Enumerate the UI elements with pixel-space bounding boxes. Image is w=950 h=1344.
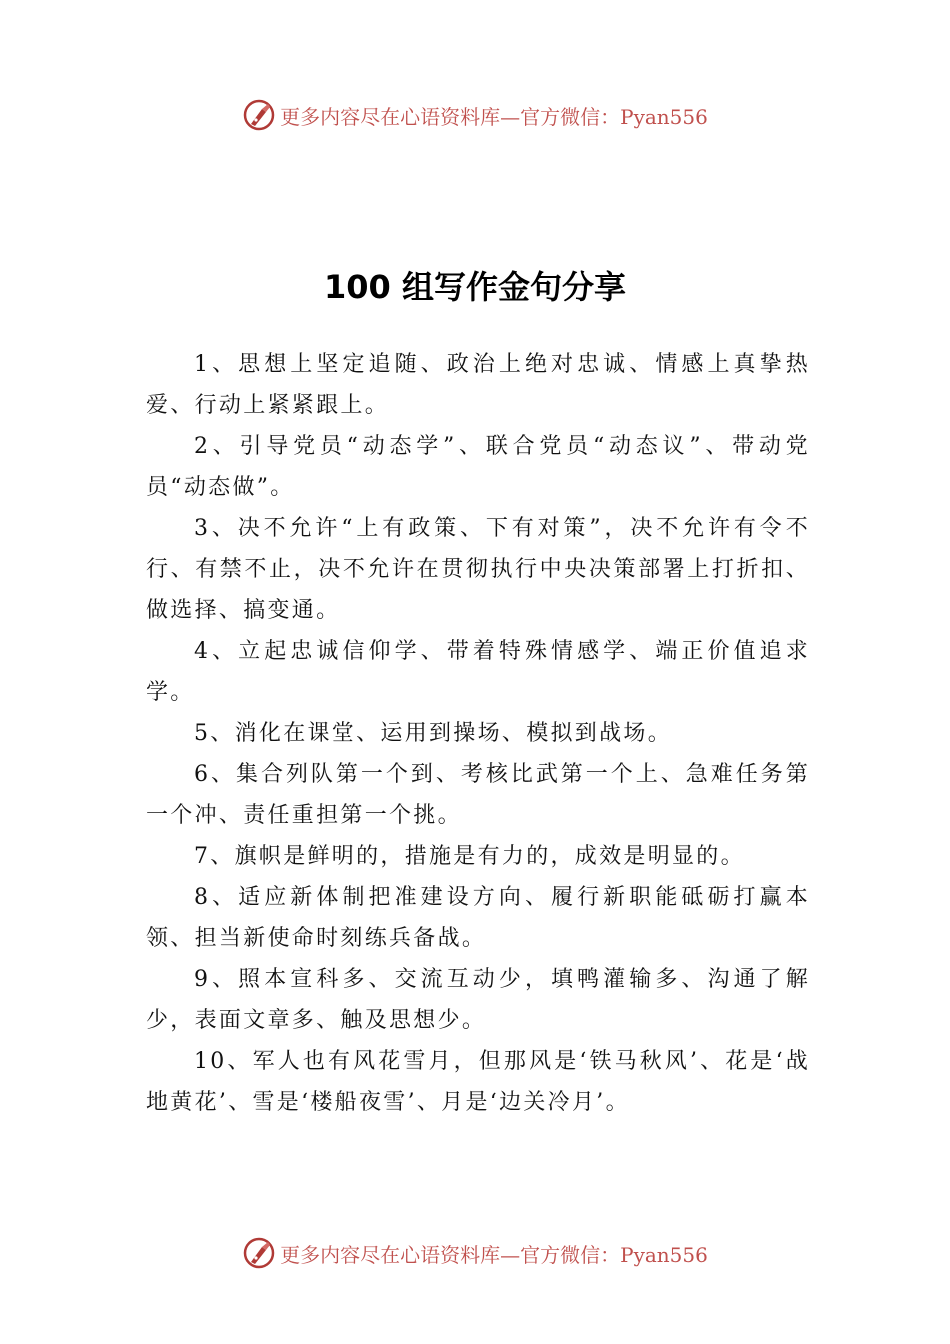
paragraph-2: 2、引导党员“动态学”、联合党员“动态议”、带动党员“动态做”。	[146, 434, 810, 500]
paragraph-1: 1、思想上坚定追随、政治上绝对忠诚、情感上真挚热爱、行动上紧紧跟上。	[146, 352, 810, 418]
paragraph-3: 3、决不允许“上有政策、下有对策”，决不允许有令不行、有禁不止，决不允许在贯彻执行中央决策部署上打折扣、做选择、搞变通。	[146, 516, 810, 623]
pen-nib-logo-icon	[242, 1236, 276, 1270]
paragraph-7: 7、旗帜是鲜明的，措施是有力的，成效是明显的。	[194, 844, 745, 869]
paragraph-10: 10、军人也有风花雪月，但那风是‘铁马秋风’、花是‘战地黄花’、雪是‘楼船夜雪’、月是‘边关冷月’。	[146, 1049, 810, 1115]
paragraph-5: 5、消化在课堂、运用到操场、模拟到战场。	[194, 721, 672, 746]
paragraph-9: 9、照本宣科多、交流互动少，填鸭灌输多、沟通了解少，表面文章多、触及思想少。	[146, 967, 810, 1033]
header-banner	[0, 95, 950, 135]
paragraph-8: 8、适应新体制把准建设方向、履行新职能砥砺打赢本领、担当新使命时刻练兵备战。	[146, 885, 810, 951]
page-title: 100 组写作金句分享	[324, 268, 626, 306]
document-body	[146, 344, 810, 1123]
footer-banner-text: 更多内容尽在心语资料库—官方微信：Pyan556	[280, 1242, 708, 1267]
paragraph-4: 4、立起忠诚信仰学、带着特殊情感学、端正价值追求学。	[146, 639, 810, 705]
pen-nib-logo-icon	[242, 98, 276, 132]
header-banner-text: 更多内容尽在心语资料库—官方微信：Pyan556	[280, 104, 708, 129]
footer-banner	[0, 1233, 950, 1273]
paragraph-6: 6、集合列队第一个到、考核比武第一个上、急难任务第一个冲、责任重担第一个挑。	[146, 762, 810, 828]
